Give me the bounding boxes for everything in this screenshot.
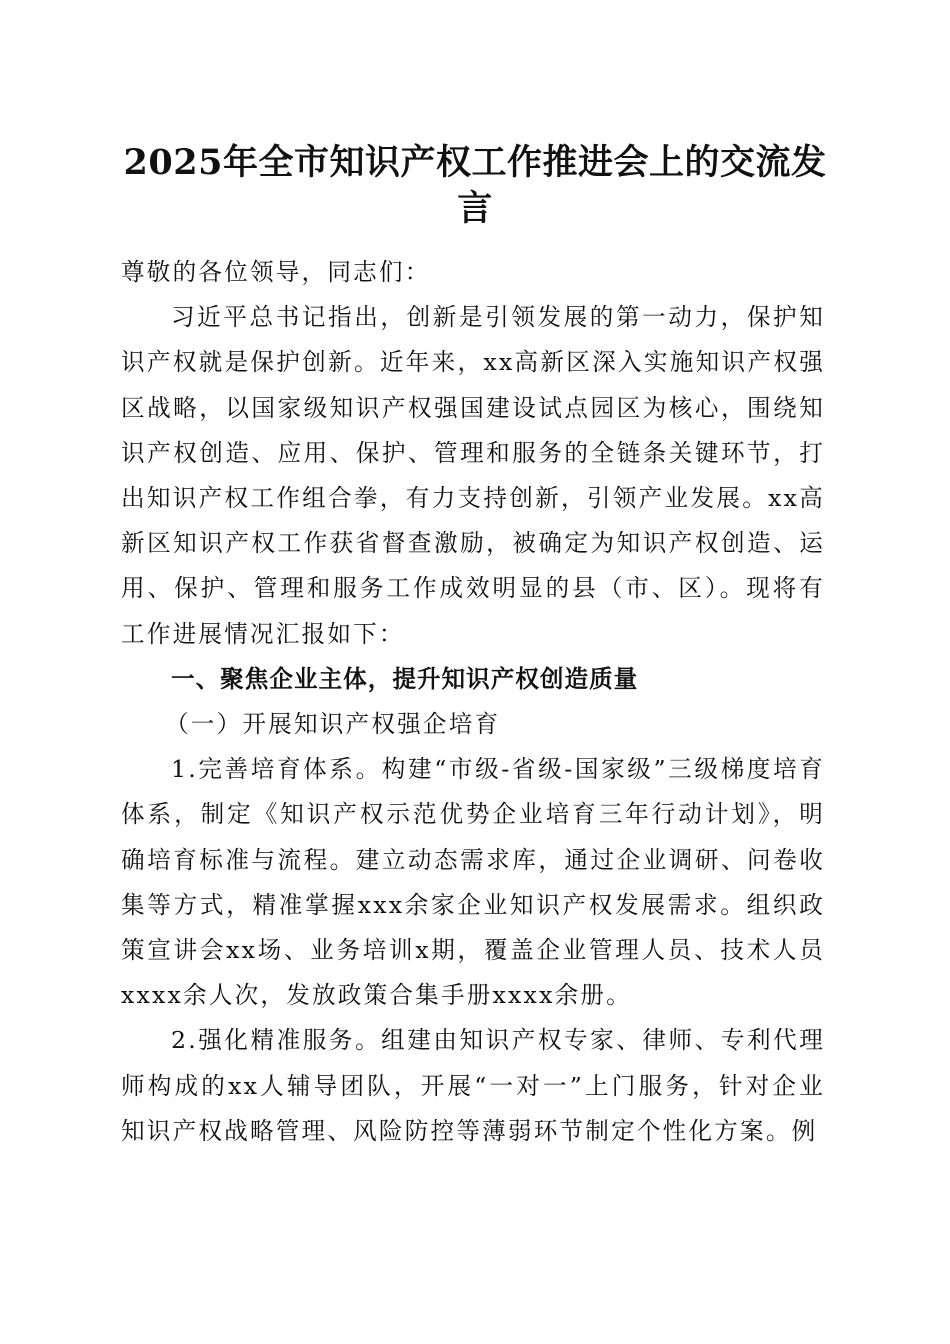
- document-body: [121, 250, 825, 1154]
- section-heading: 一、聚焦企业主体，提升知识产权创造质量: [171, 664, 639, 693]
- item-paragraph-1: 1.完善培育体系。构建“市级-省级-国家级”三级梯度培育体系，制定《知识产权示范优势企业培育三年行动计划》，明确培育标准与流程。建立动态需求库，通过企业调研、问卷收集等方式，精准掌握xxx余家企业知识产权发展需求。组织政策宣讲会xx场、业务培训x期，覆盖企业管理人员、技术人员xxxx余人次，发放政策合集手册xxxx余册。: [121, 755, 825, 1010]
- subsection-heading: （一）开展知识产权强企培育: [165, 710, 501, 739]
- document-title: 2025年全市知识产权工作推进会上的交流发言: [123, 142, 827, 229]
- salutation: 尊敬的各位领导，同志们：: [121, 258, 431, 286]
- item-paragraph-2: 2.强化精准服务。组建由知识产权专家、律师、专利代理师构成的xx人辅导团队，开展“一对一”上门服务，针对企业知识产权战略管理、风险防控等薄弱环节制定个性化方案。例: [121, 1026, 825, 1145]
- intro-paragraph: 习近平总书记指出，创新是引领发展的第一动力，保护知识产权就是保护创新。近年来，xx高新区深入实施知识产权强区战略，以国家级知识产权强国建设试点园区为核心，围绕知识产权创造、应用、保护、管理和服务的全链条关键环节，打出知识产权工作组合拳，有力支持创新，引领产业发展。xx高新区知识产权工作获省督查激励，被确定为知识产权创造、运用、保护、管理和服务工作成效明显的县（市、区）。现将有工作进展情况汇报如下：: [121, 303, 825, 648]
